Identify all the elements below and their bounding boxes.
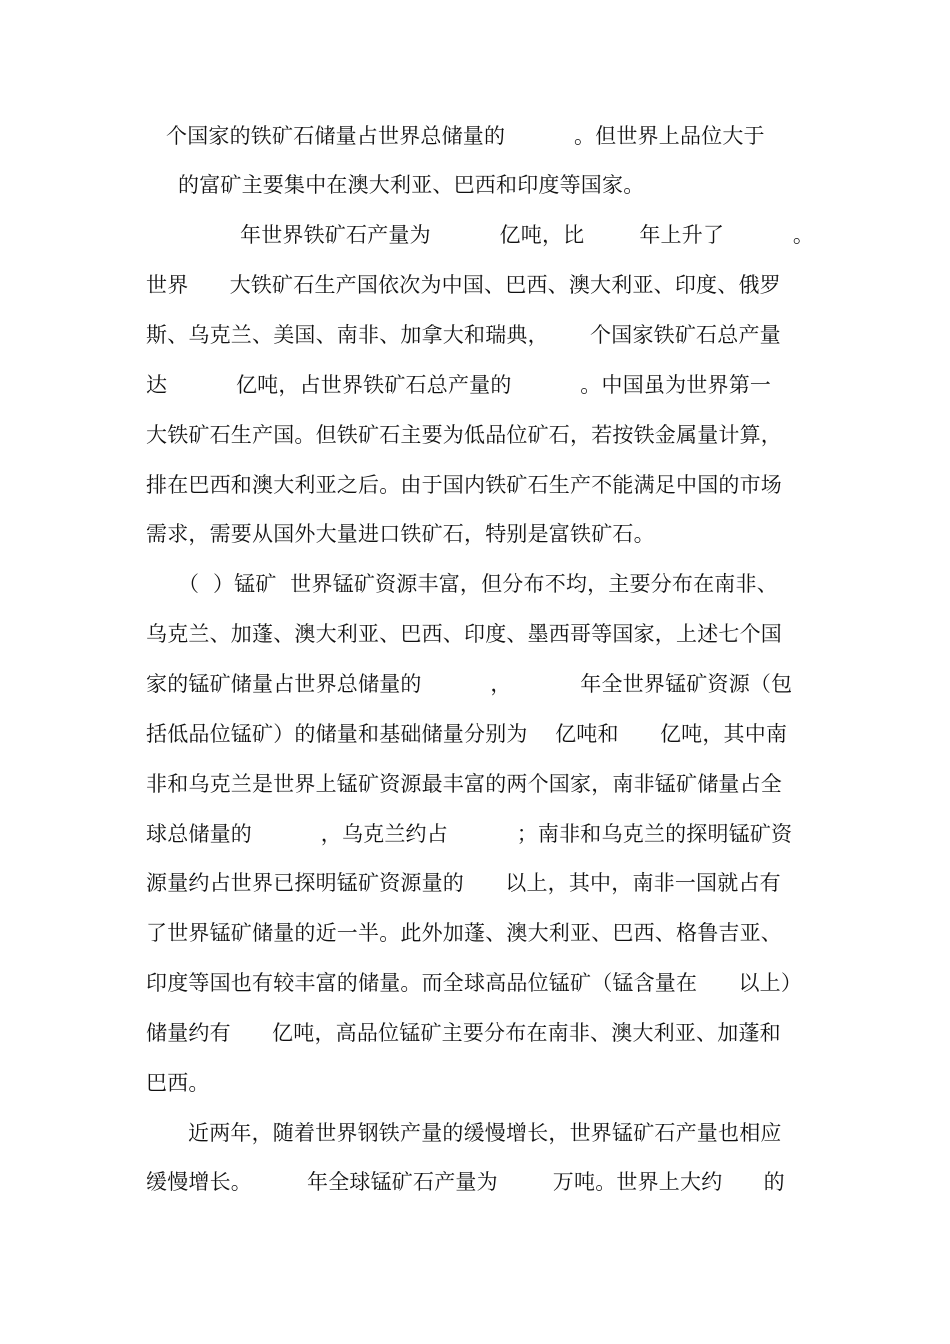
text-line: 家的锰矿储量占世界总储量的 ， 年全世界锰矿资源（包 [146,672,793,696]
text-line: 印度等国也有较丰富的储量。而全球高品位锰矿（锰含量在 以上） [146,971,803,995]
text-line: 了世界锰矿储量的近一半。此外加蓬、澳大利亚、巴西、格鲁吉亚、 [146,921,782,945]
text-line: 大铁矿石生产国。但铁矿石主要为低品位矿石，若按铁金属量计算， [146,423,782,447]
text-line: 球总储量的 ，乌克兰约占 ；南非和乌克兰的探明锰矿资 [146,822,793,846]
text-line: 世界 大铁矿石生产国依次为中国、巴西、澳大利亚、印度、俄罗 [146,273,781,297]
text-line: 排在巴西和澳大利亚之后。由于国内铁矿石生产不能满足中国的市场 [146,473,782,497]
text-line: （ ）锰矿 世界锰矿资源丰富，但分布不均，主要分布在南非、 [178,572,778,596]
text-line: 储量约有 亿吨，高品位锰矿主要分布在南非、澳大利亚、加蓬和 [146,1021,781,1045]
text-line: 年世界铁矿石产量为 亿吨，比 年上升了 。 [240,223,815,247]
text-line: 斯、乌克兰、美国、南非、加拿大和瑞典， 个国家铁矿石总产量 [146,323,781,347]
text-line: 缓慢增长。 年全球锰矿石产量为 万吨。世界上大约 的 [146,1170,785,1194]
text-line: 近两年，随着世界钢铁产量的缓慢增长，世界锰矿石产量也相应 [188,1121,782,1145]
text-line: 巴西。 [146,1071,210,1095]
text-line: 非和乌克兰是世界上锰矿资源最丰富的两个国家，南非锰矿储量占全 [146,772,782,796]
text-line: 的富矿主要集中在澳大利亚、巴西和印度等国家。 [178,173,645,197]
text-line: 源量约占世界已探明锰矿资源量的 以上，其中，南非一国就占有 [146,871,781,895]
text-line: 需求，需要从国外大量进口铁矿石，特别是富铁矿石。 [146,522,655,546]
text-line: 括低品位锰矿）的储量和基础储量分别为 亿吨和 亿吨，其中南 [146,722,788,746]
text-line: 达 亿吨，占世界铁矿石总产量的 。中国虽为世界第一 [146,373,772,397]
text-line: 个国家的铁矿石储量占世界总储量的 。但世界上品位大于 [166,124,765,148]
text-line: 乌克兰、加蓬、澳大利亚、巴西、印度、墨西哥等国家，上述七个国 [146,622,782,646]
